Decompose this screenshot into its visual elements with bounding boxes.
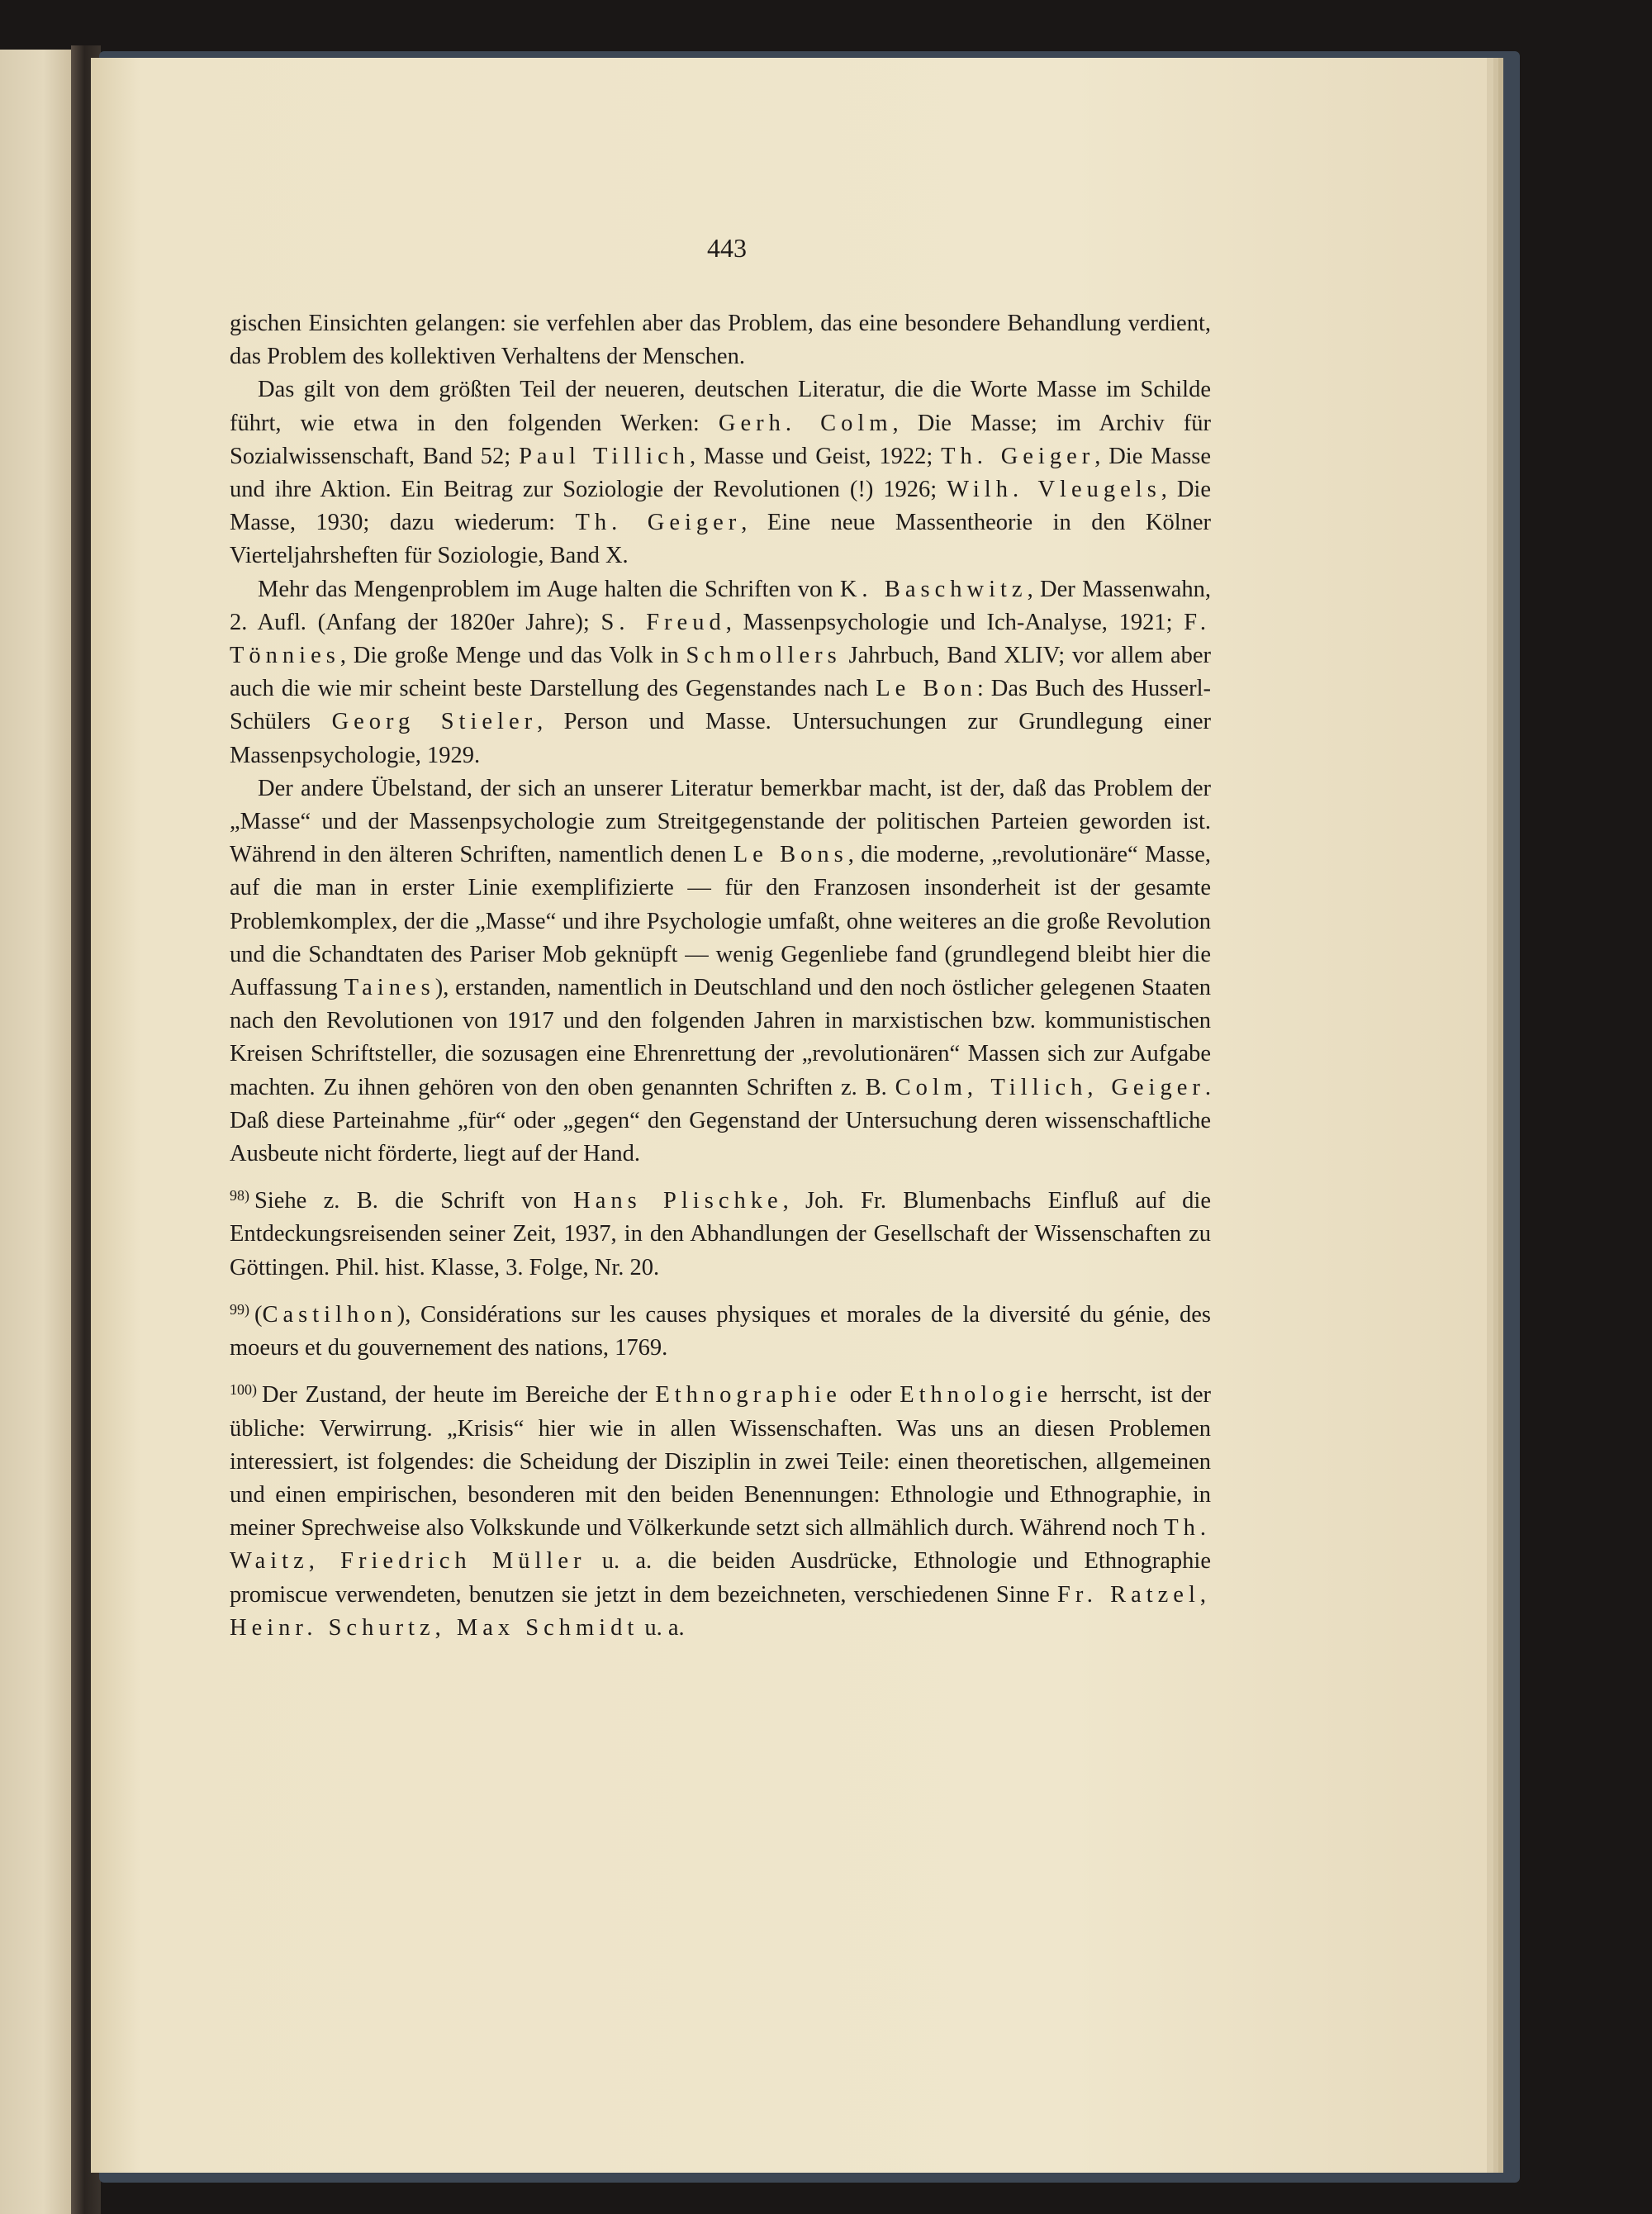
spaced-name: Th. Geiger [575,510,742,536]
spaced-name: Paul Tillich [519,443,691,469]
text-run: Das gilt von dem größten Teil der neueren, deutschen Literatur, die die Worte Masse im Schilde führt, wie etwa in den folgenden Werken: [230,377,1211,436]
facing-page-edge [0,50,73,2214]
footnote-n98 [230,1179,1211,1285]
text-run: . Daß diese Parteinahme „für“ oder „gegen“ den Gegenstand der Untersuchung deren wissenschaftliche Ausbeute nicht förderte, liegt auf der Hand. [230,1074,1211,1167]
text-run: , Massenpsychologie und Ich-Analyse, 1921; [725,609,1184,635]
text-run: Der andere Übelstand, der sich an unserer Literatur bemerkbar macht, ist der, daß das Problem der „Masse“ und der Massenpsychologie zum Streitgegenstande der politischen Parteien geworden ist. Während in den älteren Schriften, namentlich denen [230,775,1211,868]
footnote-number: 99) [230,1300,249,1318]
spaced-name: Taines [344,975,435,1001]
text-run: , Joh. Fr. Blumenbachs Einfluß auf die Entdeckungsreisenden seiner Zeit, 1937, in den Abhandlungen der Gesellschaft der Wissenschaften zu Göttingen. Phil. hist. Klasse, 3. Folge, Nr. 20. [230,1188,1211,1280]
paragraph-p3 [230,772,1211,1171]
text-run: ( [254,1301,263,1328]
page-number: 443 [707,233,747,263]
spaced-name: Ethnographie [655,1382,842,1409]
footnote-number: 100) [230,1381,257,1399]
footnote-n100 [230,1373,1211,1645]
text-run: u. a. [638,1614,685,1641]
text-run: oder [841,1382,900,1409]
spaced-name: Hans Plischke [573,1188,783,1214]
spaced-name: K. Baschwitz [839,576,1028,602]
spaced-name: Schmollers [686,643,842,669]
spaced-name: F. Tönnies [230,609,1211,669]
spaced-name: Georg Stieler [331,709,538,735]
spaced-name: Wilh. Vleugels [947,477,1161,503]
spaced-name: S. Freud [601,609,726,635]
text-run: Siehe z. B. die Schrift von [254,1188,574,1214]
footnote-n99 [230,1293,1211,1365]
text-run: u. a. die beiden Ausdrücke, Ethnologie und Ethnographie promiscue verwendeten, benutzen sie jetzt in dem bezeichneten, verschiedenen Sinne [230,1548,1211,1608]
text-run: , Die Masse; im Archiv für Sozialwissenschaft, Band 52; [230,410,1212,469]
spaced-name: Le Bons [733,842,848,868]
text-run: , Masse und Geist, 1922; [690,443,942,469]
spaced-name: Ethnologie [900,1382,1053,1409]
text-run: , Eine neue Massentheorie in den Kölner Vierteljahrsheften für Soziologie, Band X. [230,510,1212,569]
text-run: ), erstanden, namentlich in Deutschland und den noch östlicher gelegenen Staaten nach den Revolutionen von 1917 und den folgenden Jahren in marxistischen bzw. kommunistischen Kreisen Schriftsteller, die sozusagen eine Ehrenrettung der „revolutionären“ Massen sich zur Aufgabe machten. Zu ihnen gehören von den oben genannten Schriften z. B. [230,975,1211,1100]
paragraph-p2 [230,573,1211,772]
text-run: gischen Einsichten gelangen: sie verfehlen aber das Problem, das eine besondere Behandlung verdient, das Problem des kollektiven Verhaltens der Menschen. [230,311,1211,370]
text-run: , Die Masse und ihre Aktion. Ein Beitrag zur Soziologie der Revolutionen (!) 1926; [230,443,1211,503]
text-run: , Die große Menge und das Volk in [339,643,686,669]
text-run: , Die Masse, 1930; dazu wiederum: [230,477,1211,536]
text-run: , die moderne, „revolutionäre“ Masse, auf die man in erster Linie exemplifizierte — für den Franzosen insonderheit ist der gesamte Problemkomplex, der die „Masse“ und ihre Psychologie umfaßt, ohne weiteres an die große Revolution und die Schandtaten des Pariser Mob geknüpft — wenig Gegenliebe fand (grundlegend bleibt hier die Auffassung [230,842,1211,1001]
spaced-name: Fr. Ratzel, Heinr. Schurtz, Max Schmidt [230,1581,1211,1641]
text-run: , Der Massenwahn, 2. Aufl. (Anfang der 1820er Jahre); [230,576,1211,635]
text-run: : Das Buch des Husserl-Schülers [230,676,1211,735]
text-run: herrscht, ist der übliche: Verwirrung. „Krisis“ hier wie in allen Wissenschaften. Was uns an diesen Problemen interessiert, ist folgendes: die Scheidung der Disziplin in zwei Teile: einen theoretischen, allgemeinen und einen empirischen, besonderen mit den beiden Benennungen: Ethnologie und Ethnographie, in meiner Sprechweise also Volkskunde und Völkerkunde setzt sich allmählich durch. Während noch [230,1382,1212,1542]
footnote-number: 98) [230,1187,249,1204]
main-text [230,307,1211,1171]
spaced-name: Gerh. Colm [718,410,893,436]
spaced-name: Th. Waitz, Friedrich Müller [230,1515,1211,1575]
text-run: , Person und Masse. Untersuchungen zur Grundlegung einer Massenpsychologie, 1929. [230,709,1211,768]
text-block [230,307,1211,1645]
spaced-name: Colm, Tillich, Geiger [895,1074,1205,1100]
text-run: Der Zustand, der heute im Bereiche der [262,1382,656,1409]
footnotes [230,1179,1211,1645]
paragraph-p1 [230,373,1211,573]
text-run: Mehr das Mengenproblem im Auge halten die Schriften von [258,576,840,602]
paragraph-p0 [230,307,1211,373]
spaced-name: Castilhon [262,1301,397,1328]
spaced-name: Le Bon [876,676,977,702]
text-run: ), Considérations sur les causes physiques et morales de la diversité du génie, des moeurs et du gouvernement des nations, 1769. [230,1301,1211,1361]
spaced-name: Th. Geiger [941,443,1095,469]
text-run: Jahrbuch, Band XLIV; vor allem aber auch die wie mir scheint beste Darstellung des Gegenstandes nach [230,643,1211,702]
